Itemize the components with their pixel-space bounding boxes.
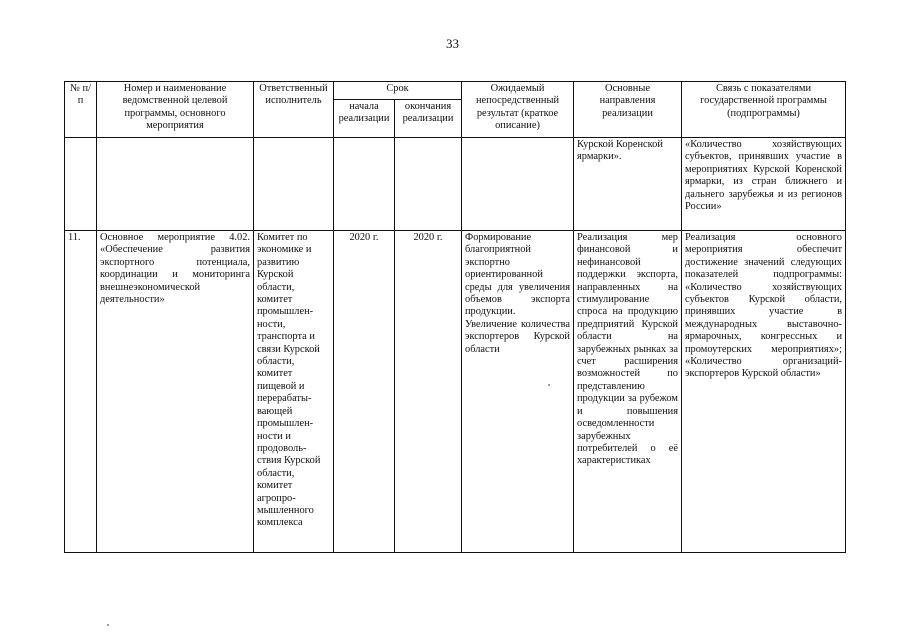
table-row bbox=[65, 231, 846, 553]
cell-name bbox=[97, 138, 254, 231]
cell-executor bbox=[254, 138, 334, 231]
cell-directions: Курской Коренской ярмарки». bbox=[574, 138, 682, 231]
cell-name: Основное мероприятие 4.02. «Обеспечение развития экспортного потенциала, координации и мониторинга внешнеэкономической деятельности» bbox=[97, 231, 254, 553]
cell-directions: Реализация мер финансовой и нефинансовой поддержки экспорта, направленных на стимулирование спроса на продукцию предприятий Курской области на зарубежных рынках за счет расширения возможностей по представлению продукции за рубежом и повышения осведомленности зарубежных потребителей о её характеристиках bbox=[574, 231, 682, 553]
header-directions: Основные направления реализации bbox=[574, 82, 682, 138]
cell-link: Реализация основного мероприятия обеспечит достижение значений следующих показателей подпрограммы: «Количество хозяйствующих субъектов Курской области, принявших участие в международных выставочно-ярмарочных, конгрессных и промоутерских мероприятиях»; «Количество организаций-экспортеров Курской области» bbox=[682, 231, 846, 553]
cell-end bbox=[395, 138, 462, 231]
cell-start: 2020 г. bbox=[334, 231, 395, 553]
cell-result: Формирование благоприятной экспортно ориентированной среды для увеличения объемов экспорта продукции. Увеличение количества экспортеров Курской области bbox=[462, 231, 574, 553]
header-term-start: начала реализации bbox=[334, 100, 395, 138]
scan-speck bbox=[107, 624, 109, 626]
header-name: Номер и наименование ведомственной целевой программы, основного мероприятия bbox=[97, 82, 254, 138]
page-number: 33 bbox=[446, 36, 459, 51]
cell-num: 11. bbox=[65, 231, 97, 553]
header-link: Связь с показателями государственной программы (подпрограммы) bbox=[682, 82, 846, 138]
cell-end: 2020 г. bbox=[395, 231, 462, 553]
header-result: Ожидаемый непосредственный результат (краткое описание) bbox=[462, 82, 574, 138]
header-row-1 bbox=[65, 82, 846, 100]
cell-start bbox=[334, 138, 395, 231]
header-executor: Ответственный исполнитель bbox=[254, 82, 334, 138]
cell-num bbox=[65, 138, 97, 231]
cell-link: «Количество хозяйствующих субъектов, принявших участие в мероприятиях Курской Коренской ярмарки, из стран ближнего и дальнего зарубежья и из регионов России» bbox=[682, 138, 846, 231]
cell-result bbox=[462, 138, 574, 231]
scan-speck bbox=[548, 384, 550, 386]
program-table bbox=[64, 81, 846, 553]
table-row bbox=[65, 138, 846, 231]
cell-executor: Комитет по экономике и развитию Курской области, комитет промышлен-ности, транспорта и связи Курской области, комитет пищевой и перерабаты-вающей промышлен-ности и продоволь-ствия Курской области, комитет агропро-мышленного комплекса bbox=[254, 231, 334, 553]
header-num: № п/п bbox=[65, 82, 97, 138]
header-term-end: окончания реализации bbox=[395, 100, 462, 138]
header-term: Срок bbox=[334, 82, 462, 100]
